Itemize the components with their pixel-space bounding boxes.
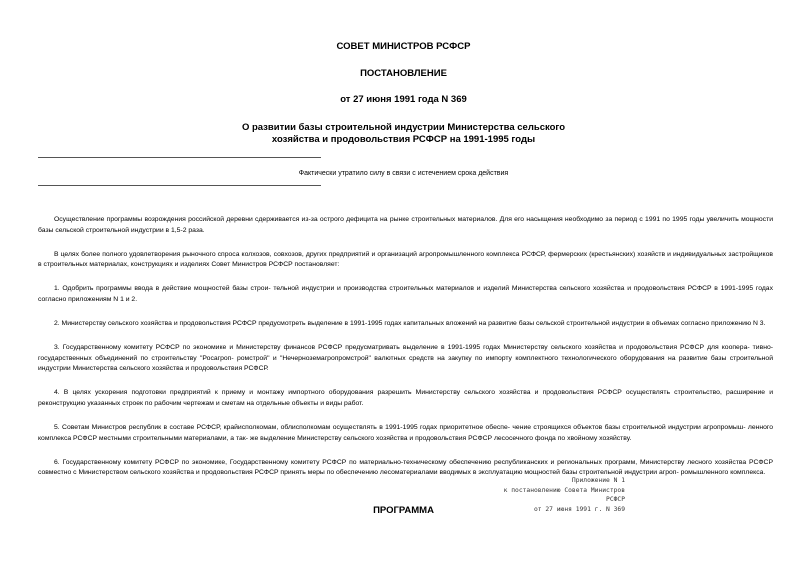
document-body (38, 215, 773, 493)
paragraph-item-2: 2. Министерству сельского хозяйства и продовольствия РСФСР предусмотреть выделение в 1991-1995 годах капитальных вложений на развитие базы сельской строительной индустрии в объемах согласно приложению N 3. (54, 320, 766, 328)
document-title-line-2: хозяйства и продовольствия РСФСР на 1991-1995 годы (271, 134, 536, 145)
authority-heading: СОВЕТ МИНИСТРОВ РСФСР (336, 41, 471, 52)
paragraph-item-5: 5. Советам Министров республик в составе РСФСР, крайисполкомам, облисполкомам осуществлять в 1991-1995 годах приоритетное обеспе- чение строящихся объектов базы строительной индустрии агропромыш- ленного комплекса РСФСР местными строительными материалами, а так- же выделение Министерству сельского хозяйства и продовольствия РСФСР лесосечного фонда по хвойному хозяйству. (38, 424, 773, 442)
doc-type-heading: ПОСТАНОВЛЕНИЕ (360, 68, 447, 79)
status-note: Фактически утратило силу в связи с истечением срока действия (298, 170, 509, 177)
separator-rule-bottom (38, 185, 321, 186)
appendix-line-1: Приложение N 1 (571, 477, 625, 484)
separator-rule-top (38, 157, 321, 158)
document-title-line-1: О развитии базы строительной индустрии Министерства сельского (241, 122, 566, 133)
program-heading: ПРОГРАММА (373, 505, 434, 516)
paragraph-preamble-2: В целях более полного удовлетворения рыночного спроса колхозов, совхозов, других предприятий и организаций агропромышленного комплекса РСФСР, фермерских (крестьянских) хозяйств и индивидуальных застройщиков в строительных материалах, конструкциях и изделиях Совет Министров РСФСР постановляет: (38, 250, 773, 269)
appendix-line-2: к постановлению Совета Министров (503, 486, 625, 494)
appendix-line-3: РСФСР (606, 496, 625, 503)
paragraph-item-3: 3. Государственному комитету РСФСР по экономике и Министерству финансов РСФСР предусматривать выделение в 1991-1995 годах Министерству сельского хозяйства и продовольствия РСФСР для коопера- тивно-государственных объединений по строительству "Росагроп- ромстрой" и "Нечерноземагропромстрой" валютных средств на закупку по импорту комплектного технологического оборудования на развитие базы строительной индустрии Министерства сельского хозяйства и продовольствия РСФСР. (38, 344, 773, 373)
paragraph-item-6: 6. Государственному комитету РСФСР по экономике, Государственному комитету РСФСР по материально-техническому обеспечению республиканских и региональных программ, Министерству лесного хозяйства РСФСР совместно с Министерством сельского хозяйства и продовольствия РСФСР принять меры по обеспечению лесоматериалами вводимых в эксплуатацию мощностей базы строительной индустрии агроп- ромышленного комплекса. (38, 458, 773, 477)
appendix-line-4: от 27 июня 1991 г. N 369 (534, 505, 625, 513)
paragraph-item-1: 1. Одобрить программы ввода в действие мощностей базы строи- тельной индустрии и производства строительных материалов и изделий Министерства сельского хозяйства и продовольствия РСФСР в 1991-1995 годах согласно приложениям N 1 и 2. (38, 285, 773, 303)
paragraph-item-4: 4. В целях ускорения подготовки предприятий к приему и монтажу импортного оборудования разрешить Министерству сельского хозяйства и продовольствия РСФСР осуществлять строительство, расширение и реконструкцию указанных строек по рабочим чертежам и сметам на отдельные объекты и виды работ. (38, 389, 773, 408)
date-number-heading: от 27 июня 1991 года N 369 (340, 94, 467, 105)
paragraph-preamble-1: Осуществление программы возрождения российской деревни сдерживается из-за острого дефицита на рынке строительных материалов. Для его насыщения необходимо за период с 1991 по 1995 годы увеличить мощности базы сельской строительной индустрии в 1,5-2 раза. (38, 216, 773, 234)
